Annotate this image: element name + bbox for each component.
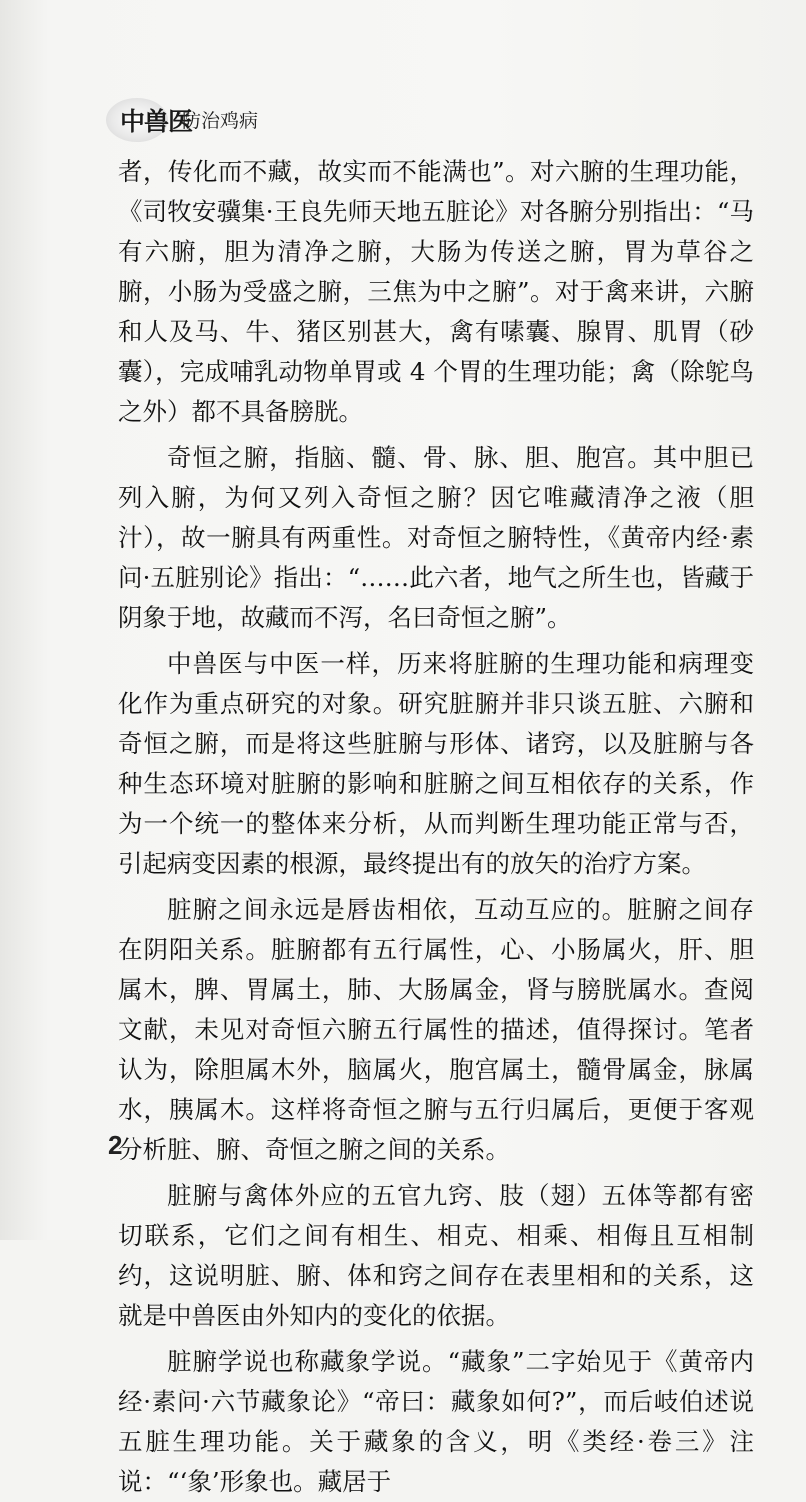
page-number: 2 <box>108 1130 123 1160</box>
paragraph: 脏腑与禽体外应的五官九窍、肢（翅）五体等都有密切联系，它们之间有相生、相克、相乘、相侮且互相制约，这说明脏、腑、体和窍之间存在表里相和的关系，这就是中兽医由外知内的变化的依据。 <box>118 1181 754 1330</box>
paragraph: 脏腑学说也称藏象学说。“藏象”二字始见于《黄帝内经·素问·六节藏象论》“帝曰：藏象如何?”，而后岐伯述说五脏生理功能。关于藏象的含义，明《类经·卷三》注说：“‘象’形象也。藏居于 <box>118 1347 754 1496</box>
paragraph: 脏腑之间永远是唇齿相依，互动互应的。脏腑之间存在阴阳关系。脏腑都有五行属性，心、小肠属火，肝、胆属木，脾、胃属土，肺、大肠属金，肾与膀胱属水。查阅文献，未见对奇恒六腑五行属性的描述，值得探讨。笔者认为，除胆属木外，脑属火，胞宫属土，髓骨属金，脉属水，胰属木。这样将奇恒之腑与五行归属后，更便于客观分析脏、腑、奇恒之腑之间的关系。 <box>118 895 754 1164</box>
book-title: 防治鸡病 <box>182 110 259 132</box>
paragraph: 中兽医与中医一样，历来将脏腑的生理功能和病理变化作为重点研究的对象。研究脏腑并非只谈五脏、六腑和奇恒之腑，而是将这些脏腑与形体、诸窍，以及脏腑与各种生态环境对脏腑的影响和脏腑之间互相依存的关系，作为一个统一的整体来分析，从而判断生理功能正常与否，引起病变因素的根源，最终提出有的放矢的治疗方案。 <box>118 649 754 878</box>
paragraph-continued: 者，传化而不藏，故实而不能满也”。对六腑的生理功能，《司牧安骥集·王良先师天地五脏论》对各腑分别指出：“马有六腑，胆为清净之腑，大肠为传送之腑，胃为草谷之腑，小肠为受盛之腑，三焦为中之腑”。对于禽来讲，六腑和人及马、牛、猪区别甚大，禽有嗉囊、腺胃、肌胃（砂囊），完成哺乳动物单胃或 4 个胃的生理功能；禽（除鸵鸟之外）都不具备膀胱。 <box>118 157 754 426</box>
paragraph: 奇恒之腑，指脑、髓、骨、脉、胆、胞宫。其中胆已列入腑，为何又列入奇恒之腑？因它唯藏清净之液（胆汁），故一腑具有两重性。对奇恒之腑特性，《黄帝内经·素问·五脏别论》指出：“……此六者，地气之所生也，皆藏于阴象于地，故藏而不泻，名曰奇恒之腑”。 <box>118 443 754 632</box>
brand-logo: 中兽医 <box>120 107 193 136</box>
running-header <box>100 96 400 148</box>
body-text <box>118 152 754 1502</box>
